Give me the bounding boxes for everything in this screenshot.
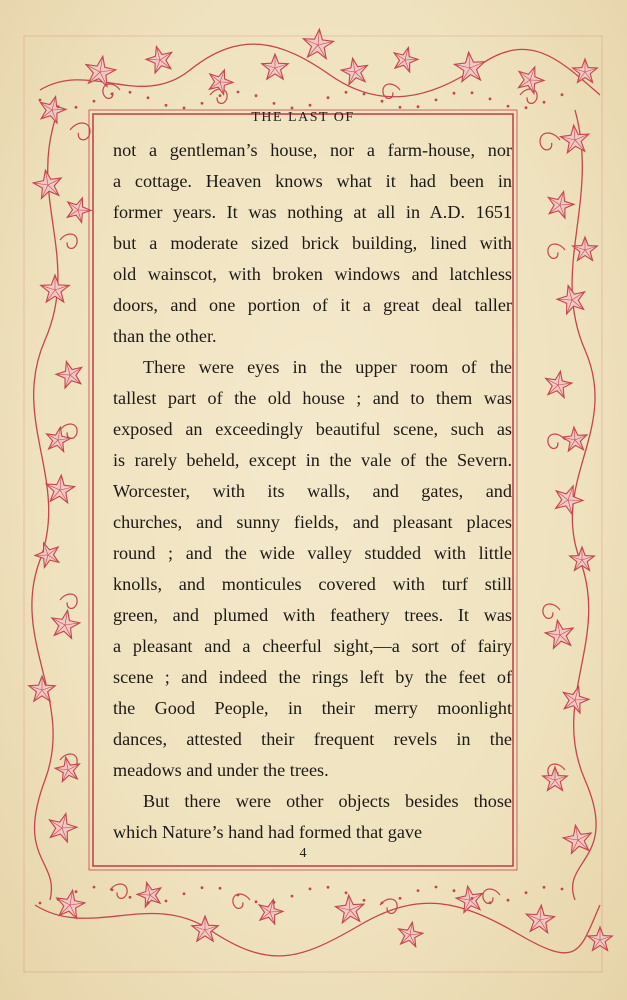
text-line: the Good People, in their merry moonlight	[113, 698, 512, 718]
text-line: But there were other objects besides those	[143, 791, 512, 811]
text-line: doors, and one portion of it a great deal taller	[113, 295, 512, 315]
text-line: a pleasant and a cheerful sight,—a sort of fairy	[113, 636, 512, 656]
text-line: former years. It was nothing at all in A.D. 1651	[113, 202, 512, 222]
text-line: scene ; and indeed the rings left by the feet of	[113, 667, 512, 687]
text-line: dances, attested their frequent revels in the	[113, 729, 512, 749]
text-line: tallest part of the old house ; and to them was	[113, 388, 512, 408]
text-line: churches, and sunny fields, and pleasant places	[113, 512, 512, 532]
text-line: which Nature’s hand had formed that gave	[113, 822, 423, 842]
body-text	[113, 135, 512, 848]
text-line: There were eyes in the upper room of the	[143, 357, 512, 377]
text-line: a cottage. Heaven knows what it had been in	[113, 171, 512, 191]
text-line: meadows and under the trees.	[113, 760, 329, 780]
text-line: Worcester, with its walls, and gates, and	[113, 481, 512, 501]
text-line: knolls, and monticules covered with turf still	[113, 574, 512, 594]
text-line: not a gentleman’s house, nor a farm-house, nor	[113, 140, 512, 160]
text-line: than the other.	[113, 326, 217, 346]
text-line: green, and plumed with feathery trees. It was	[113, 605, 512, 625]
text-line: old wainscot, with broken windows and latchless	[113, 264, 512, 284]
text-line: round ; and the wide valley studded with little	[113, 543, 512, 563]
text-line: is rarely beheld, except in the vale of the Severn.	[113, 450, 512, 470]
page-number: 4	[299, 846, 307, 861]
text-line: exposed an exceedingly beautiful scene, such as	[113, 419, 512, 439]
running-head: THE LAST OF	[251, 110, 355, 125]
text-line: but a moderate sized brick building, lined with	[113, 233, 512, 253]
